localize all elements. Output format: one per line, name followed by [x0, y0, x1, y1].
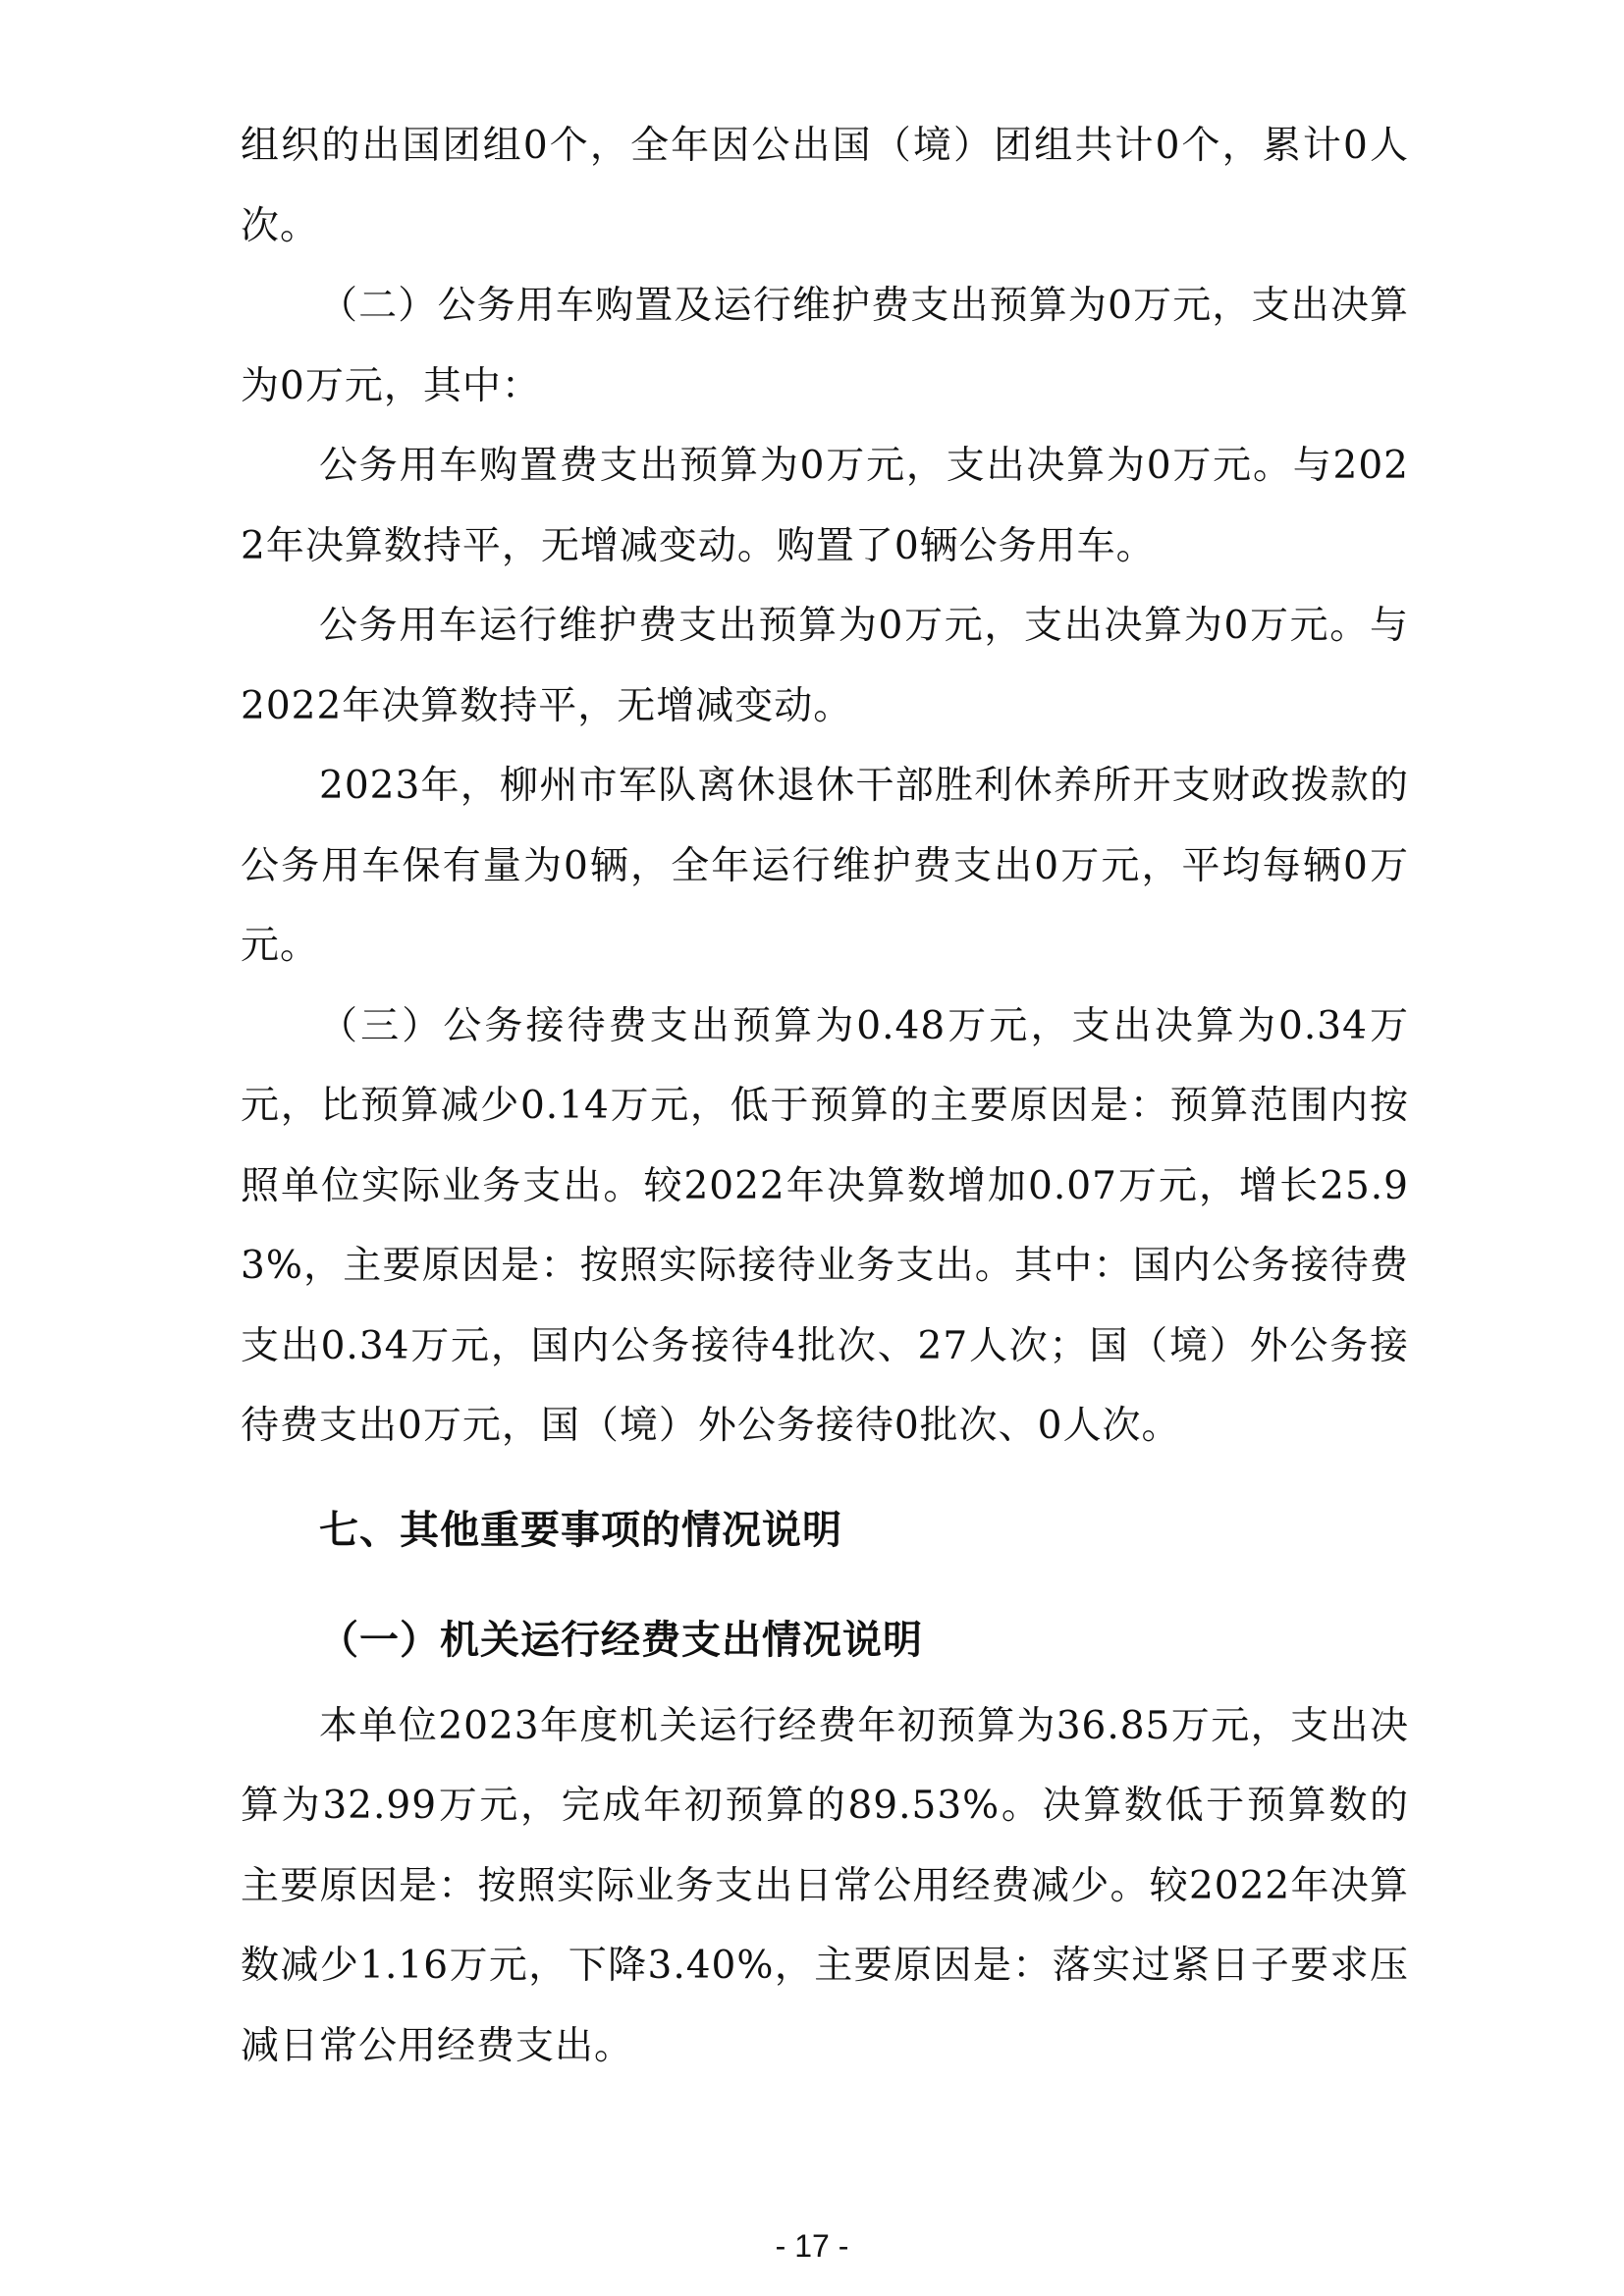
page-number: - 17 -	[775, 2228, 849, 2264]
section-heading: 七、其他重要事项的情况说明	[319, 1507, 842, 1553]
paragraph-reception-expenses: （三）公务接待费支出预算为0.48万元，支出决算为0.34万元，比预算减少0.14万元，低于预算的主要原因是：预算范围内按照单位实际业务支出。较2022年决算数增加0.07万元，增长25.93%，主要原因是：按照实际接待业务支出。其中：国内公务接待费支出0.34万元，国内公务接待4批次、27人次；国（境）外公务接待费支出0万元，国（境）外公务接待0批次、0人次。	[241, 1003, 1409, 1448]
paragraph-vehicle-holdings: 2023年，柳州市军队离休退休干部胜利休养所开支财政拨款的公务用车保有量为0辆，全年运行维护费支出0万元，平均每辆0万元。	[241, 764, 1409, 968]
page-content	[241, 106, 1409, 2086]
paragraph-vehicle-purchase: 公务用车购置费支出预算为0万元，支出决算为0万元。与2022年决算数持平，无增减变动。购置了0辆公务用车。	[241, 444, 1409, 568]
paragraph-operating-expenses: 本单位2023年度机关运行经费年初预算为36.85万元，支出决算为32.99万元，完成年初预算的89.53%。决算数低于预算数的主要原因是：按照实际业务支出日常公用经费减少。较2022年决算数减少1.16万元，下降3.40%，主要原因是：落实过紧日子要求压减日常公用经费支出。	[241, 1703, 1409, 2068]
paragraph-outbound-groups: 组织的出国团组0个，全年因公出国（境）团组共计0个，累计0人次。	[241, 124, 1409, 248]
paragraph-vehicle-maintenance: 公务用车运行维护费支出预算为0万元，支出决算为0万元。与2022年决算数持平，无增减变动。	[241, 604, 1409, 728]
subsection-heading: （一）机关运行经费支出情况说明	[319, 1617, 923, 1663]
paragraph-vehicle-summary: （二）公务用车购置及运行维护费支出预算为0万元，支出决算为0万元，其中：	[241, 284, 1409, 408]
